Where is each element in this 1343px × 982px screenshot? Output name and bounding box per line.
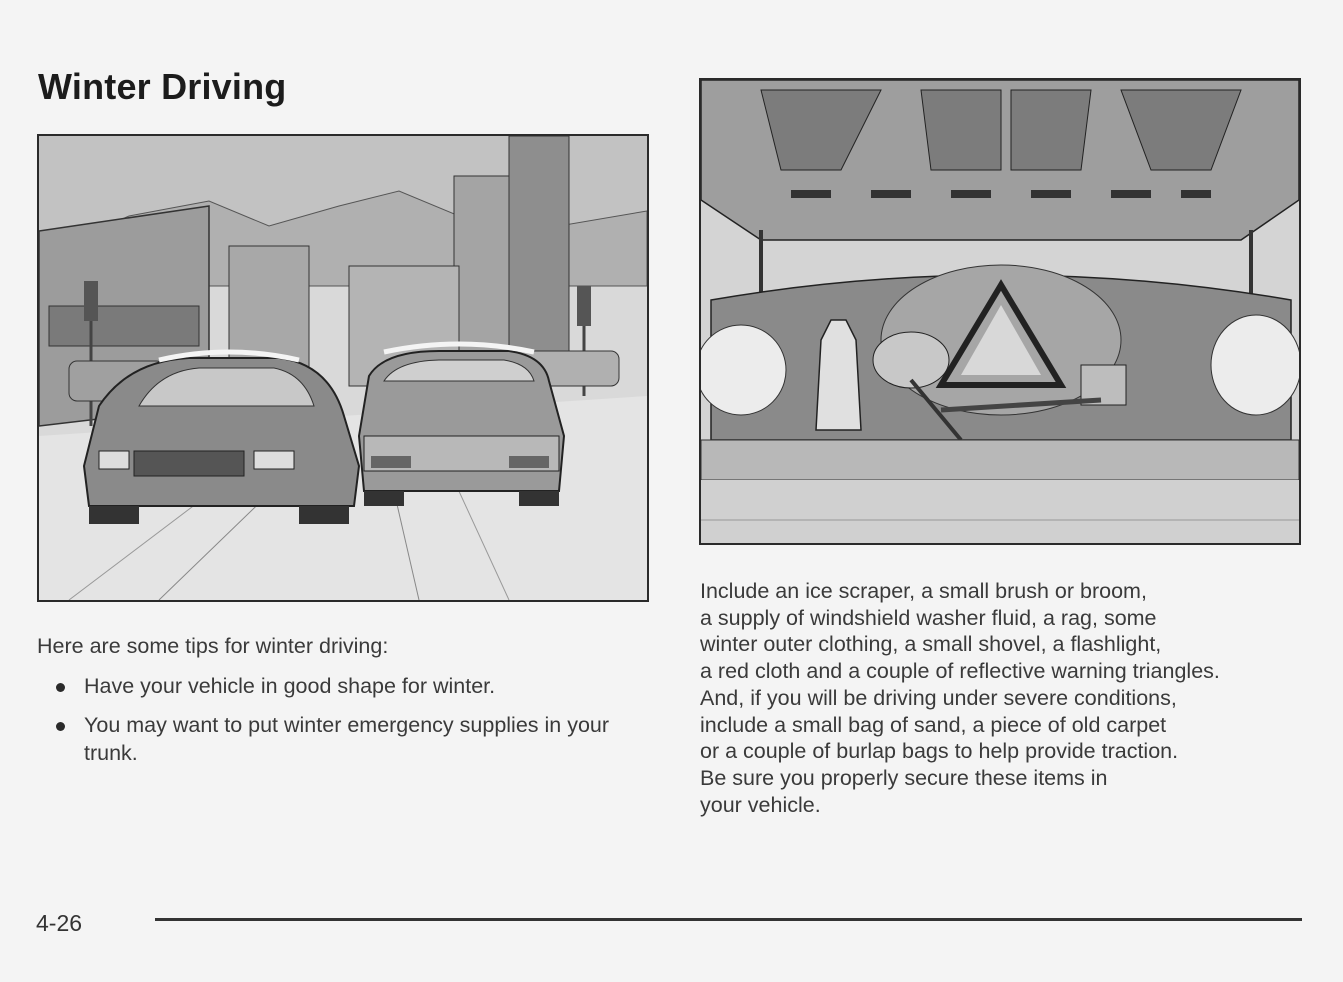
paragraph-line: include a small bag of sand, a piece of old carpet	[700, 712, 1167, 737]
page-title: Winter Driving	[38, 66, 287, 107]
paragraph-line: winter outer clothing, a small shovel, a flashlight,	[700, 632, 1162, 657]
list-item	[52, 672, 652, 700]
bullet-icon	[56, 683, 65, 692]
winter-street-illustration	[37, 134, 649, 602]
paragraph-line: a supply of windshield washer fluid, a rag, some	[700, 605, 1157, 630]
list-item-text: Have your vehicle in good shape for winter.	[84, 674, 496, 698]
paragraph-line: or a couple of burlap bags to help provide traction.	[700, 739, 1179, 764]
paragraph-line: your vehicle.	[700, 792, 821, 817]
paragraph-line: Be sure you properly secure these items in	[700, 765, 1108, 790]
page-number: 4-26	[36, 910, 83, 936]
paragraph-line: Include an ice scraper, a small brush or broom,	[700, 579, 1147, 603]
list-item-text: You may want to put winter emergency supplies in your trunk.	[84, 713, 610, 765]
paragraph-line: a red cloth and a couple of reflective warning triangles.	[700, 659, 1220, 684]
tips-list	[52, 672, 652, 778]
trunk-emergency-supplies-illustration	[699, 78, 1301, 545]
paragraph-line: And, if you will be driving under severe conditions,	[700, 685, 1177, 710]
tips-intro: Here are some tips for winter driving:	[37, 634, 389, 658]
list-item	[52, 711, 652, 767]
supplies-paragraph	[700, 578, 1300, 818]
footer-rule	[155, 918, 1302, 921]
bullet-icon	[56, 722, 65, 731]
